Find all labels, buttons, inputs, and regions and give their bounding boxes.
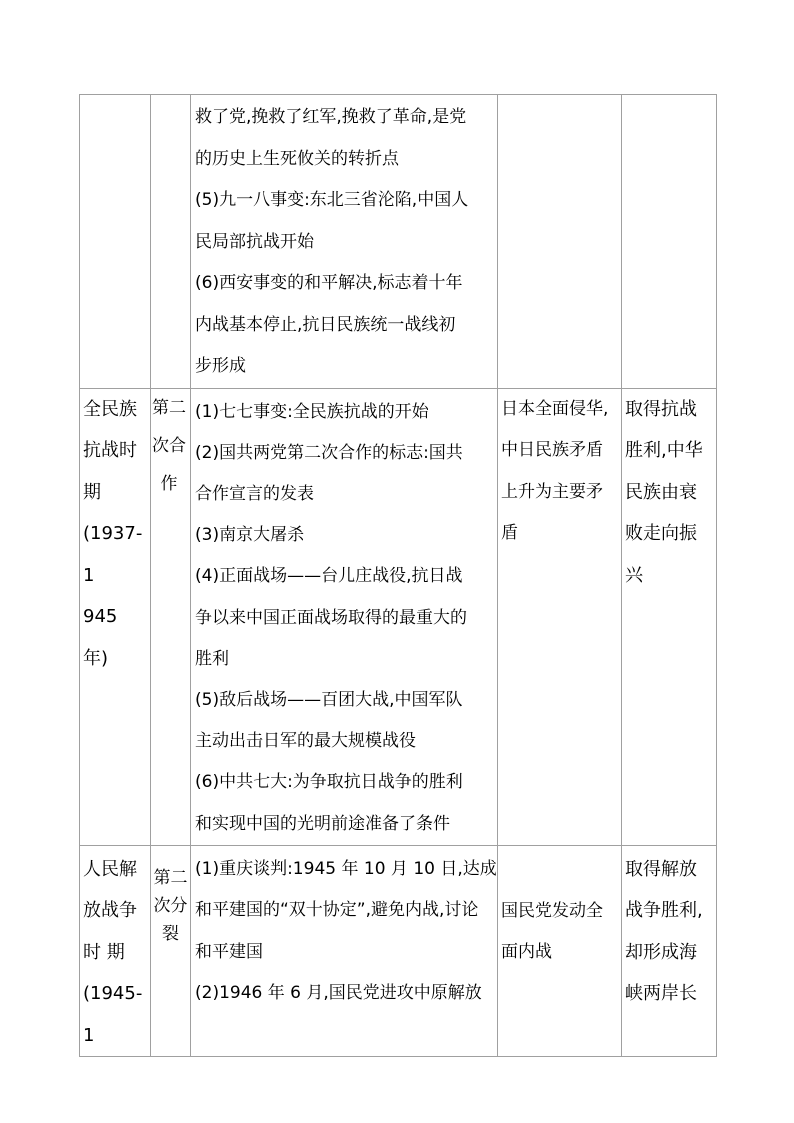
result-line: 兴: [625, 564, 643, 586]
result-line: 取得解放: [625, 858, 697, 880]
relation-line: 作: [160, 473, 178, 494]
relation-cell: [151, 95, 191, 389]
relation-line: 次合: [152, 435, 186, 456]
event-line: 民局部抗战开始: [195, 231, 314, 252]
event-line: 主动出击日军的最大规模战役: [195, 731, 416, 752]
relation-cell: [151, 388, 191, 845]
event-line: (6)西安事变的和平解决,标志着十年: [195, 273, 463, 293]
contradiction-line: 盾: [501, 523, 518, 543]
result-line: 败走向振: [625, 523, 697, 544]
event-line: (3)南京大屠杀: [195, 525, 305, 546]
result-line: 峡两岸长: [625, 983, 697, 1005]
event-line: 争以来中国正面战场取得的最重大的: [195, 607, 467, 628]
table-row: [80, 388, 717, 845]
period-line: 全民族: [83, 398, 137, 420]
result-line: 取得抗战: [625, 398, 697, 420]
result-cell: [622, 388, 717, 845]
contradiction-cell: [498, 845, 622, 1057]
events-cell: [191, 95, 498, 389]
event-line: (2)1946 年 6 月,国民党进攻中原解放: [195, 983, 482, 1004]
period-line: 期: [83, 481, 101, 503]
period-cell: [80, 95, 151, 389]
period-line: 放战争: [83, 900, 137, 922]
result-cell: [622, 845, 717, 1057]
relation-line: 裂: [162, 923, 179, 944]
contradiction-line: 日本全面侵华,: [501, 398, 609, 419]
event-line: 胜利: [195, 648, 229, 669]
event-line: (1)七七事变:全民族抗战的开始: [195, 401, 429, 422]
relation-line: 第二: [153, 867, 188, 888]
event-line: (5)九一八事变:东北三省沦陷,中国人: [195, 190, 469, 210]
event-line: 和平建国: [195, 941, 263, 962]
event-line: (2)国共两党第二次合作的标志:国共: [195, 442, 463, 463]
event-line: (4)正面战场——台儿庄战役,抗日战: [195, 566, 463, 587]
event-line: 步形成: [195, 356, 246, 376]
result-line: 胜利,中华: [625, 440, 703, 461]
period-cell: [80, 845, 151, 1057]
period-line: (1937-1: [83, 523, 143, 586]
event-line: 和平建国的“双十协定”,避免内战,讨论: [195, 900, 479, 921]
history-table: [79, 94, 717, 1057]
relation-line: 次分: [153, 895, 188, 916]
event-line: (1)重庆谈判:1945 年 10 月 10 日,达成: [195, 858, 497, 879]
table-row: [80, 95, 717, 389]
event-line: 救了党,挽救了红军,挽救了革命,是党: [195, 107, 467, 127]
period-line: 时 期: [83, 941, 125, 963]
event-line: 和实现中国的光明前途准备了条件: [195, 813, 450, 834]
relation-line: 第二: [152, 397, 186, 418]
period-line: 抗战时: [83, 440, 137, 461]
contradiction-line: 中日民族矛盾: [501, 440, 603, 460]
result-line: 却形成海: [625, 941, 697, 963]
event-line: 合作宣言的发表: [195, 483, 314, 504]
contradiction-line: 国民党发动全: [501, 900, 603, 921]
table-row: [80, 845, 717, 1057]
events-cell: [191, 845, 498, 1057]
period-line: (1945-1: [83, 983, 143, 1046]
result-cell: [622, 95, 717, 389]
result-line: 战争胜利,: [625, 900, 703, 922]
relation-cell: [151, 845, 191, 1057]
result-line: 民族由衰: [625, 481, 697, 503]
period-line: 945 年): [83, 606, 118, 669]
event-line: (6)中共七大:为争取抗日战争的胜利: [195, 772, 463, 793]
contradiction-cell: [498, 95, 622, 389]
event-line: 内战基本停止,抗日民族统一战线初: [195, 314, 456, 335]
period-line: 人民解: [83, 858, 137, 880]
event-line: 的历史上生死攸关的转折点: [195, 148, 399, 169]
contradiction-cell: [498, 388, 622, 845]
events-cell: [191, 388, 498, 845]
event-line: (5)敌后战场——百团大战,中国军队: [195, 689, 463, 710]
period-cell: [80, 388, 151, 845]
contradiction-line: 面内战: [501, 942, 552, 963]
contradiction-line: 上升为主要矛: [501, 481, 603, 502]
